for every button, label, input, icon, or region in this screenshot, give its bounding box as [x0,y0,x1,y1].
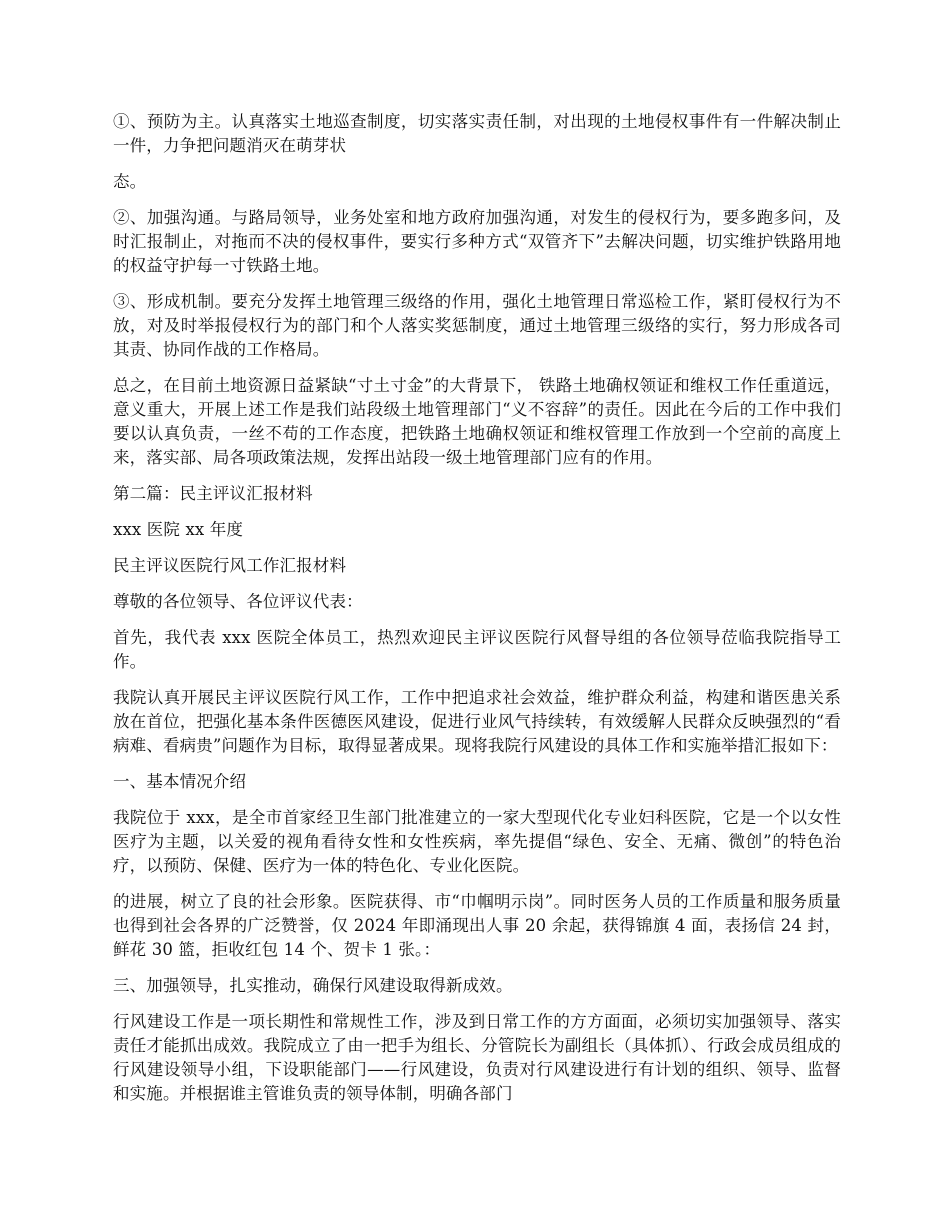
salutation: 尊敬的各位领导、各位评议代表： [113,592,363,611]
paragraph: ③、形成机制。要充分发挥土地管理三级络的作用，强化土地管理日常巡检工作，紧盯侵权行为不放，对及时举报侵权行为的部门和个人落实奖惩制度，通过土地管理三级络的实行，努力形成各司其责、协同作战的工作格局。 [113,292,841,359]
paragraph: ②、加强沟通。与路局领导，业务处室和地方政府加强沟通，对发生的侵权行为，要多跑多问，及时汇报制止，对拖而不决的侵权事件，要实行多种方式“双管齐下”去解决问题，切实维护铁路用地的权益守护每一寸铁路土地。 [113,208,841,275]
paragraph: xxx 医院 xx 年度 [113,520,244,539]
section-heading: 第二篇：民主评议汇报材料 [113,484,313,503]
section-heading: 三、加强领导，扎实推动，确保行风建设取得新成效。 [113,976,513,995]
paragraph: 总之，在目前土地资源日益紧缺“寸土寸金”的大背景下， 铁路土地确权领证和维权工作任重道远，意义重大，开展上述工作是我们站段级土地管理部门“义不容辞”的责任。因此在今后的工作中我们要以认真负责，一丝不苟的工作态度，把铁路土地确权领证和维权管理工作放到一个空前的高度上来，落实部、局各项政策法规，发挥出站段一级土地管理部门应有的作用。 [113,376,841,467]
paragraph: 态。 [113,172,147,191]
paragraph: 民主评议医院行风工作汇报材料 [113,556,347,575]
section-heading: 一、基本情况介绍 [113,772,247,791]
paragraph: ①、预防为主。认真落实土地巡查制度，切实落实责任制，对出现的土地侵权事件有一件解决制止一件，力争把问题消灭在萌芽状 [113,112,841,155]
paragraph: 我院认真开展民主评议医院行风工作，工作中把追求社会效益，维护群众利益，构建和谐医患关系放在首位，把强化基本条件医德医风建设，促进行业风气持续转，有效缓解人民群众反映强烈的“看病难、看病贵”问题作为目标，取得显著成果。现将我院行风建设的具体工作和实施举措汇报如下： [113,688,841,755]
paragraph: 首先，我代表 xxx 医院全体员工，热烈欢迎民主评议医院行风督导组的各位领导莅临我院指导工作。 [113,628,841,671]
paragraph: 行风建设工作是一项长期性和常规性工作，涉及到日常工作的方方面面，必须切实加强领导、落实责任才能抓出成效。我院成立了由一把手为组长、分管院长为副组长（具体抓）、行政会成员组成的行风建设领导小组，下设职能部门——行风建设，负责对行风建设进行有计划的组织、领导、监督和实施。并根据谁主管谁负责的领导体制，明确各部门 [113,1012,841,1103]
paragraph: 我院位于 xxx，是全市首家经卫生部门批准建立的一家大型现代化专业妇科医院，它是一个以女性医疗为主题，以关爱的视角看待女性和女性疾病，率先提倡“绿色、安全、无痛、微创”的特色治疗，以预防、保健、医疗为一体的特色化、专业化医院。 [113,808,841,875]
paragraph: 的进展，树立了良的社会形象。医院获得、市“巾帼明示岗”。同时医务人员的工作质量和服务质量也得到社会各界的广泛赞誉，仅 2024 年即涌现出人事 20 余起，获得锦旗 4 面，表扬信 24 封，鲜花 30 篮，拒收红包 14 个、贺卡 1 张。： [113,892,841,959]
document-body [113,110,841,1118]
